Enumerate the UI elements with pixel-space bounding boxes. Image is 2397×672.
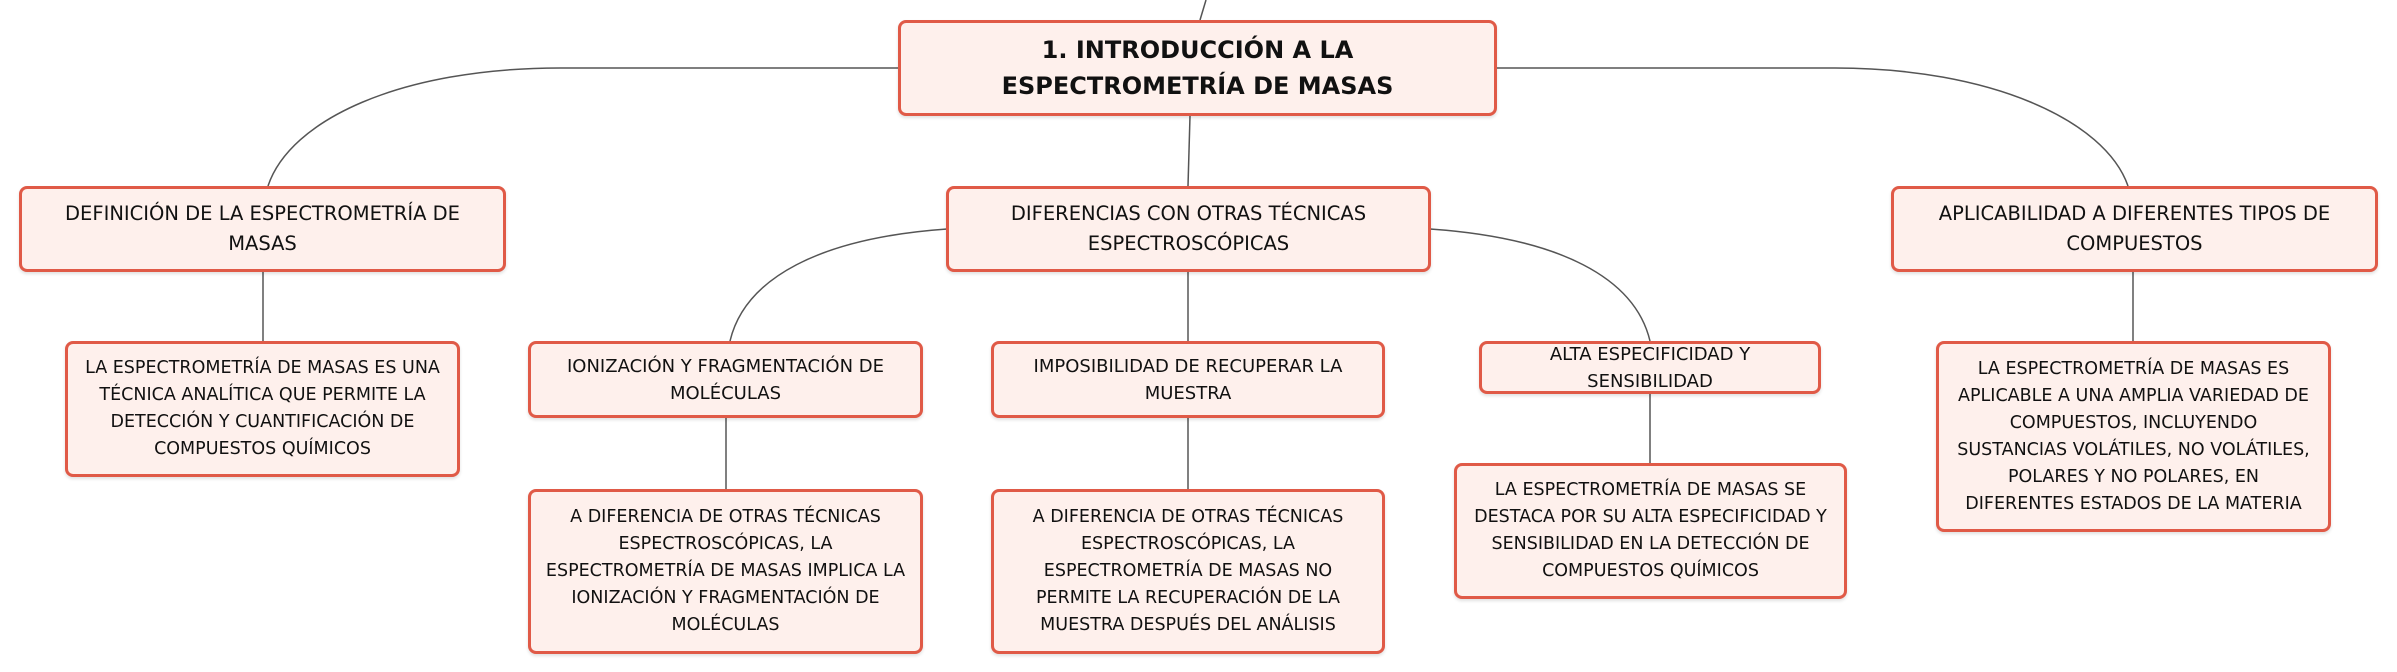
root-topic-node[interactable] — [898, 20, 1497, 116]
detail-especificidad-node[interactable] — [1454, 463, 1847, 599]
detail-especificidad-text: LA ESPECTROMETRÍA DE MASAS SE DESTACA POR SU ALTA ESPECIFICIDAD Y SENSIBILIDAD EN LA DETECCIÓN DE COMPUESTOS QUÍMICOS — [1474, 480, 1827, 581]
detail-ionizacion-text: A DIFERENCIA DE OTRAS TÉCNICAS ESPECTROSCÓPICAS, LA ESPECTROMETRÍA DE MASAS IMPLICA LA IONIZACIÓN Y FRAGMENTACIÓN DE MOLÉCULAS — [545, 507, 906, 635]
subtopic-imposibilidad-label: IMPOSIBILIDAD DE RECUPERAR LA MUESTRA — [1033, 355, 1343, 404]
subtopic-ionizacion-node[interactable] — [528, 341, 923, 418]
subtopic-imposibilidad-node[interactable] — [991, 341, 1385, 418]
subtopic-especificidad-node[interactable] — [1479, 341, 1821, 394]
detail-imposibilidad-text: A DIFERENCIA DE OTRAS TÉCNICAS ESPECTROSCÓPICAS, LA ESPECTROMETRÍA DE MASAS NO PERMITE LA RECUPERACIÓN DE LA MUESTRA DESPUÉS DEL ANÁLISIS — [1032, 507, 1344, 635]
connector-root-aplicabilidad — [1497, 68, 2128, 186]
root-topic-label: 1. INTRODUCCIÓN A LA ESPECTROMETRÍA DE MASAS — [1001, 36, 1394, 100]
connector-diferencias-ionizacion — [730, 229, 947, 341]
branch-diferencias-label: DIFERENCIAS CON OTRAS TÉCNICAS ESPECTROSCÓPICAS — [1010, 202, 1367, 255]
detail-imposibilidad-node[interactable] — [991, 489, 1385, 654]
connector-parent-root — [1200, 0, 1206, 20]
detail-definicion-node[interactable] — [65, 341, 460, 477]
branch-aplicabilidad-node[interactable] — [1891, 186, 2378, 272]
branch-definicion-node[interactable] — [19, 186, 506, 272]
subtopic-ionizacion-label: IONIZACIÓN Y FRAGMENTACIÓN DE MOLÉCULAS — [566, 355, 885, 404]
branch-diferencias-node[interactable] — [946, 186, 1431, 272]
subtopic-especificidad-label: ALTA ESPECIFICIDAD Y SENSIBILIDAD — [1549, 343, 1751, 392]
branch-definicion-label: DEFINICIÓN DE LA ESPECTROMETRÍA DE MASAS — [65, 202, 460, 255]
detail-ionizacion-node[interactable] — [528, 489, 923, 654]
connector-root-diferencias — [1188, 116, 1190, 186]
detail-aplicabilidad-text: LA ESPECTROMETRÍA DE MASAS ES APLICABLE A UNA AMPLIA VARIEDAD DE COMPUESTOS, INCLUYENDO SUSTANCIAS VOLÁTILES, NO VOLÁTILES, POLARES Y NO POLARES, EN DIFERENTES ESTADOS DE LA MATERIA — [1957, 358, 2310, 514]
detail-definicion-text: LA ESPECTROMETRÍA DE MASAS ES UNA TÉCNICA ANALÍTICA QUE PERMITE LA DETECCIÓN Y CUANTIFICACIÓN DE COMPUESTOS QUÍMICOS — [85, 358, 440, 459]
branch-aplicabilidad-label: APLICABILIDAD A DIFERENTES TIPOS DE COMPUESTOS — [1938, 202, 2331, 255]
detail-aplicabilidad-node[interactable] — [1936, 341, 2331, 532]
connector-root-definicion — [268, 68, 898, 186]
connector-diferencias-especificidad — [1430, 229, 1650, 341]
